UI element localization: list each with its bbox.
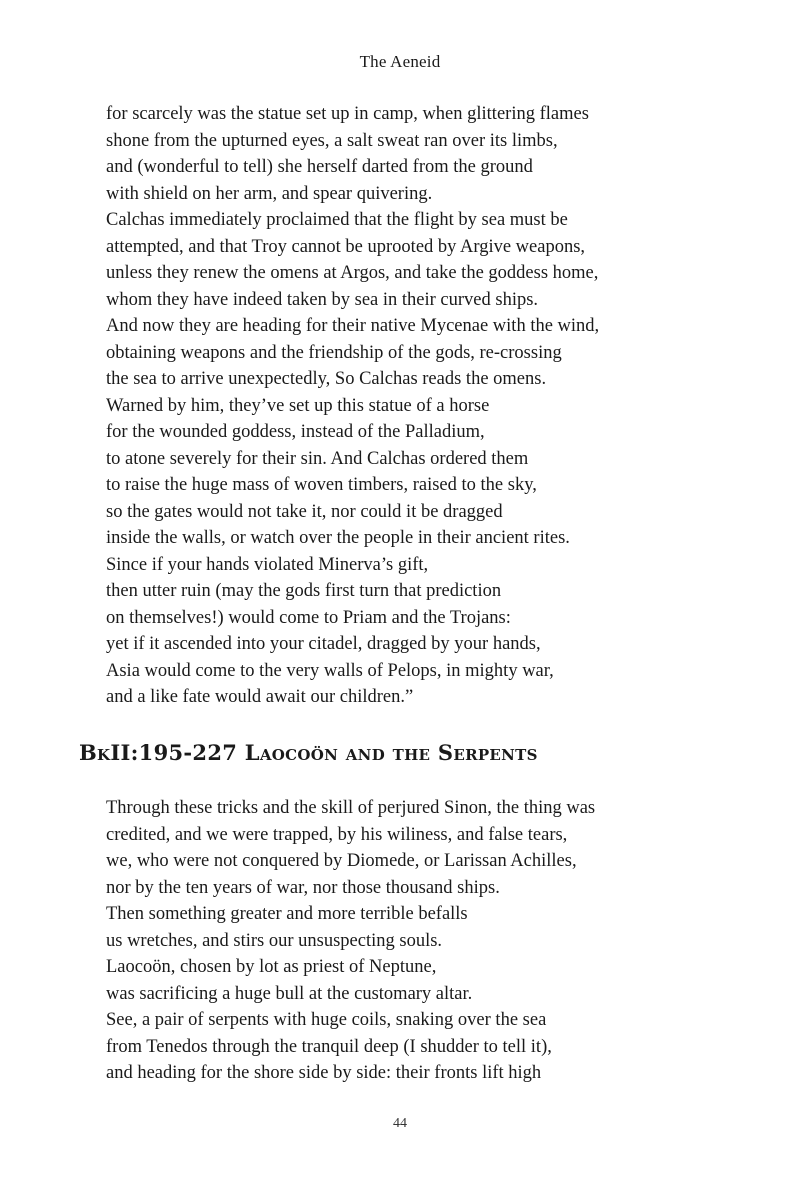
verse-line: yet if it ascended into your citadel, dragged by your hands, [106, 634, 541, 654]
verse-line: unless they renew the omens at Argos, and take the goddess home, [106, 263, 599, 283]
verse-line: then utter ruin (may the gods first turn that prediction [106, 581, 502, 601]
verse-passage-2 [106, 795, 726, 1087]
verse-line: to atone severely for their sin. And Calchas ordered them [106, 448, 529, 469]
verse-line: so the gates would not take it, nor could it be dragged [106, 501, 503, 522]
verse-line: obtaining weapons and the friendship of the gods, re-crossing [106, 342, 562, 363]
verse-line: on themselves!) would come to Priam and the Trojans: [106, 607, 511, 628]
verse-line: attempted, and that Troy cannot be uprooted by Argive weapons, [106, 236, 586, 257]
verse-line: was sacrificing a huge bull at the customary altar. [106, 983, 473, 1004]
verse-line: and a like fate would await our children.” [106, 687, 414, 707]
verse-line: inside the walls, or watch over the people in their ancient rites. [106, 528, 570, 548]
verse-line: See, a pair of serpents with huge coils, snaking over the sea [106, 1010, 547, 1030]
verse-line: Through these tricks and the skill of perjured Sinon, the thing was [106, 798, 596, 818]
page-number: 44 [393, 1116, 407, 1131]
verse-line: Since if your hands violated Minerva’s gift, [106, 554, 429, 575]
verse-line: whom they have indeed taken by sea in their curved ships. [106, 289, 539, 310]
verse-line: for scarcely was the statue set up in camp, when glittering flames [106, 104, 589, 124]
verse-passage-1 [106, 101, 726, 711]
verse-line: and (wonderful to tell) she herself darted from the ground [106, 157, 533, 177]
section-heading: BkII:195-227 Laocoön and the Serpents [79, 740, 538, 765]
verse-line: we, who were not conquered by Diomede, or Larissan Achilles, [106, 851, 577, 871]
verse-line: shone from the upturned eyes, a salt sweat ran over its limbs, [106, 130, 558, 151]
verse-line: Then something greater and more terrible befalls [106, 904, 468, 924]
verse-line: with shield on her arm, and spear quivering. [106, 183, 433, 204]
verse-line: the sea to arrive unexpectedly, So Calchas reads the omens. [106, 369, 547, 389]
verse-line: us wretches, and stirs our unsuspecting souls. [106, 930, 443, 951]
verse-line: And now they are heading for their native Mycenae with the wind, [106, 316, 600, 336]
verse-line: to raise the huge mass of woven timbers, raised to the sky, [106, 475, 537, 495]
verse-line: for the wounded goddess, instead of the Palladium, [106, 422, 485, 442]
verse-line: Asia would come to the very walls of Pelops, in mighty war, [106, 660, 554, 681]
verse-line: nor by the ten years of war, nor those thousand ships. [106, 877, 500, 898]
running-head: The Aeneid [359, 52, 441, 71]
verse-line: and heading for the shore side by side: their fronts lift high [106, 1063, 542, 1083]
verse-line: Laocoön, chosen by lot as priest of Neptune, [106, 957, 437, 977]
verse-line: credited, and we were trapped, by his wiliness, and false tears, [106, 824, 568, 845]
verse-line: Calchas immediately proclaimed that the flight by sea must be [106, 210, 568, 230]
verse-line: Warned by him, they’ve set up this statue of a horse [106, 395, 490, 416]
verse-line: from Tenedos through the tranquil deep (I shudder to tell it), [106, 1036, 552, 1057]
